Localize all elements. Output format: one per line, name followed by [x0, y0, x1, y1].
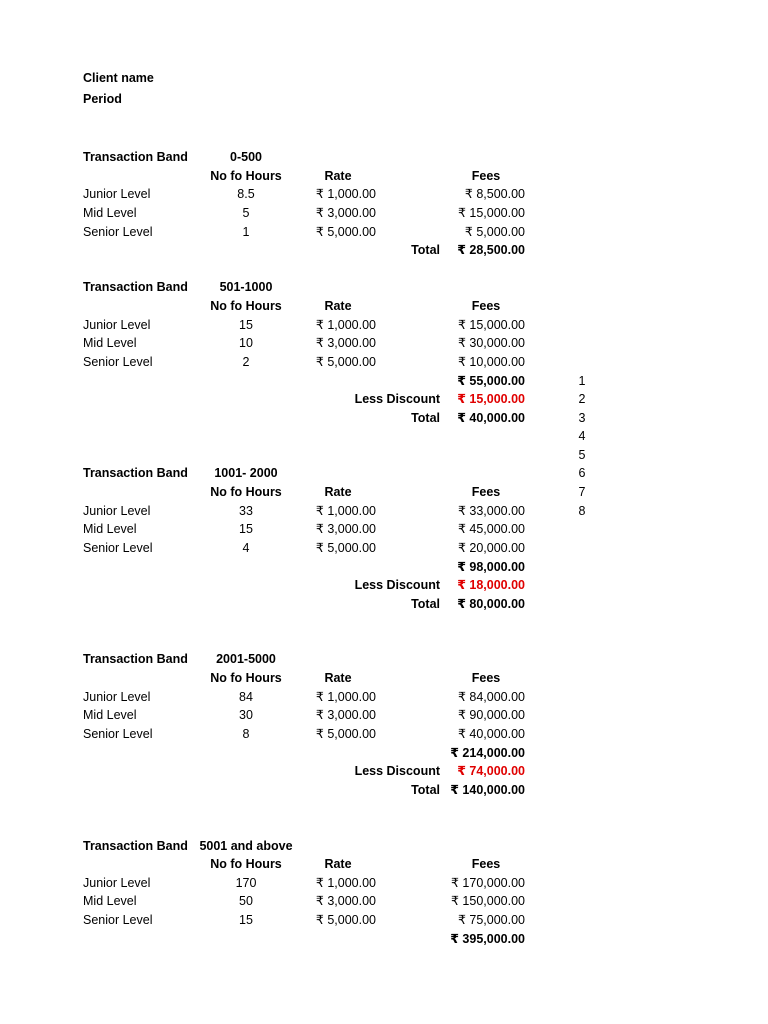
row-fees: ₹ 150,000.00 [451, 894, 525, 908]
row-hours: 5 [242, 206, 250, 220]
row-level: Junior Level [83, 876, 151, 890]
row-level: Senior Level [83, 541, 153, 555]
subtotal-value: ₹ 214,000.00 [450, 746, 525, 760]
row-hours: 15 [239, 318, 253, 332]
band-range: 0-500 [230, 150, 262, 164]
row-rate: ₹ 3,000.00 [315, 336, 376, 350]
row-hours: 30 [239, 708, 253, 722]
total-label: Total [411, 783, 440, 797]
side-number: 3 [578, 411, 586, 425]
row-level: Junior Level [83, 187, 151, 201]
row-fees: ₹ 30,000.00 [457, 336, 525, 350]
row-level: Junior Level [83, 318, 151, 332]
row-level: Senior Level [83, 727, 153, 741]
discount-value: ₹ 74,000.00 [457, 764, 525, 778]
row-rate: ₹ 1,000.00 [315, 318, 376, 332]
row-rate: ₹ 1,000.00 [315, 876, 376, 890]
band-label: Transaction Band [83, 839, 188, 853]
row-rate: ₹ 1,000.00 [315, 690, 376, 704]
hours-header: No fo Hours [210, 857, 282, 871]
row-fees: ₹ 75,000.00 [457, 913, 525, 927]
hours-header: No fo Hours [210, 299, 282, 313]
discount-value: ₹ 15,000.00 [457, 392, 525, 406]
fees-header: Fees [471, 299, 501, 313]
band-label: Transaction Band [83, 652, 188, 666]
client-name-label: Client name [83, 71, 154, 85]
row-fees: ₹ 8,500.00 [464, 187, 525, 201]
fees-header: Fees [471, 485, 501, 499]
subtotal-value: ₹ 55,000.00 [457, 374, 525, 388]
row-rate: ₹ 5,000.00 [315, 541, 376, 555]
fees-header: Fees [471, 671, 501, 685]
row-fees: ₹ 84,000.00 [457, 690, 525, 704]
total-value: ₹ 28,500.00 [457, 243, 525, 257]
row-fees: ₹ 5,000.00 [464, 225, 525, 239]
row-level: Mid Level [83, 894, 137, 908]
fees-header: Fees [471, 857, 501, 871]
row-hours: 1 [242, 225, 250, 239]
row-fees: ₹ 15,000.00 [457, 206, 525, 220]
side-number: 6 [578, 466, 586, 480]
row-hours: 15 [239, 522, 253, 536]
discount-label: Less Discount [354, 764, 440, 778]
row-hours: 8.5 [237, 187, 255, 201]
fees-header: Fees [471, 169, 501, 183]
row-rate: ₹ 3,000.00 [315, 708, 376, 722]
rate-header: Rate [324, 169, 352, 183]
row-level: Mid Level [83, 708, 137, 722]
row-hours: 15 [239, 913, 253, 927]
row-rate: ₹ 5,000.00 [315, 913, 376, 927]
row-hours: 4 [242, 541, 250, 555]
discount-label: Less Discount [354, 578, 440, 592]
row-level: Mid Level [83, 522, 137, 536]
total-value: ₹ 140,000.00 [450, 783, 525, 797]
total-label: Total [411, 597, 440, 611]
total-value: ₹ 80,000.00 [457, 597, 525, 611]
row-hours: 84 [239, 690, 253, 704]
hours-header: No fo Hours [210, 169, 282, 183]
side-number: 7 [578, 485, 586, 499]
row-level: Junior Level [83, 690, 151, 704]
total-label: Total [411, 243, 440, 257]
row-hours: 50 [239, 894, 253, 908]
discount-label: Less Discount [354, 392, 440, 406]
row-level: Mid Level [83, 206, 137, 220]
band-range: 501-1000 [219, 280, 273, 294]
row-rate: ₹ 5,000.00 [315, 225, 376, 239]
period-label: Period [83, 92, 122, 106]
row-fees: ₹ 33,000.00 [457, 504, 525, 518]
row-rate: ₹ 5,000.00 [315, 727, 376, 741]
band-label: Transaction Band [83, 150, 188, 164]
rate-header: Rate [324, 485, 352, 499]
row-hours: 170 [235, 876, 257, 890]
band-range: 1001- 2000 [214, 466, 278, 480]
row-hours: 8 [242, 727, 250, 741]
row-rate: ₹ 1,000.00 [315, 187, 376, 201]
row-fees: ₹ 15,000.00 [457, 318, 525, 332]
band-label: Transaction Band [83, 466, 188, 480]
side-number: 5 [578, 448, 586, 462]
row-fees: ₹ 10,000.00 [457, 355, 525, 369]
discount-value: ₹ 18,000.00 [457, 578, 525, 592]
row-level: Junior Level [83, 504, 151, 518]
row-level: Senior Level [83, 355, 153, 369]
band-range: 2001-5000 [216, 652, 276, 666]
total-value: ₹ 40,000.00 [457, 411, 525, 425]
side-number: 4 [578, 429, 586, 443]
row-fees: ₹ 90,000.00 [457, 708, 525, 722]
rate-header: Rate [324, 857, 352, 871]
row-rate: ₹ 1,000.00 [315, 504, 376, 518]
rate-header: Rate [324, 299, 352, 313]
row-level: Mid Level [83, 336, 137, 350]
row-rate: ₹ 3,000.00 [315, 206, 376, 220]
hours-header: No fo Hours [210, 671, 282, 685]
row-fees: ₹ 170,000.00 [451, 876, 525, 890]
row-hours: 33 [239, 504, 253, 518]
hours-header: No fo Hours [210, 485, 282, 499]
row-rate: ₹ 3,000.00 [315, 522, 376, 536]
row-level: Senior Level [83, 225, 153, 239]
subtotal-value: ₹ 98,000.00 [457, 560, 525, 574]
rate-header: Rate [324, 671, 352, 685]
band-label: Transaction Band [83, 280, 188, 294]
row-hours: 2 [242, 355, 250, 369]
row-fees: ₹ 40,000.00 [457, 727, 525, 741]
row-fees: ₹ 20,000.00 [457, 541, 525, 555]
side-number: 2 [578, 392, 586, 406]
row-fees: ₹ 45,000.00 [457, 522, 525, 536]
band-range: 5001 and above [199, 839, 293, 853]
subtotal-value: ₹ 395,000.00 [450, 932, 525, 946]
total-label: Total [411, 411, 440, 425]
side-number: 8 [578, 504, 586, 518]
row-rate: ₹ 3,000.00 [315, 894, 376, 908]
side-number: 1 [578, 374, 586, 388]
row-hours: 10 [239, 336, 253, 350]
row-level: Senior Level [83, 913, 153, 927]
row-rate: ₹ 5,000.00 [315, 355, 376, 369]
